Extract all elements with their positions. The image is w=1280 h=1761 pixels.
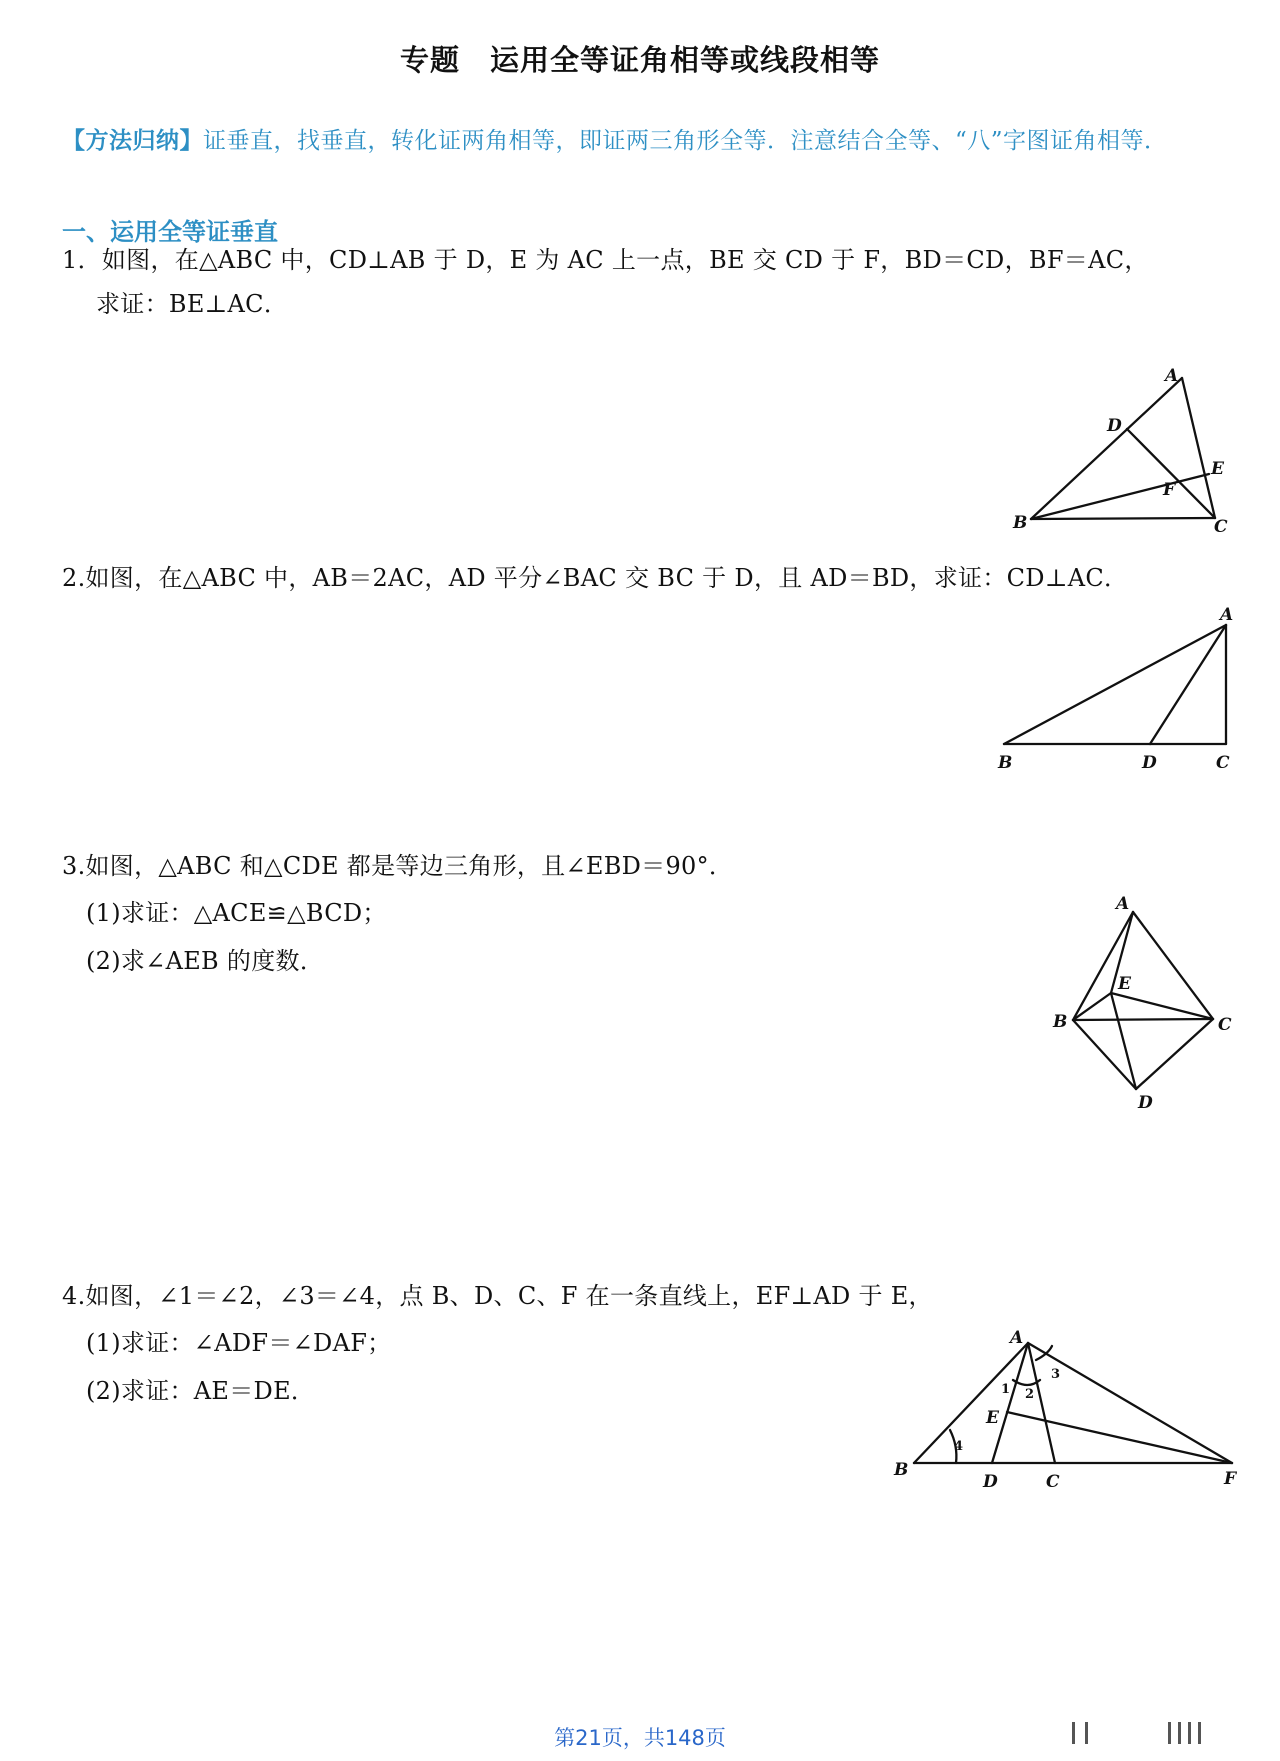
question-1-line1: 1．如图，在△ABC 中，CD⊥AB 于 D，E 为 AC 上一点，BE 交 CD 于 F，BD＝CD，BF＝AC， — [62, 246, 1149, 274]
label-c: C — [1046, 1472, 1060, 1492]
question-3-sub1: (1)求证：△ACE≌△BCD； — [86, 899, 387, 927]
label-b: B — [998, 753, 1013, 773]
label-angle-4: 4 — [954, 1439, 964, 1454]
label-d: D — [1138, 1093, 1153, 1113]
label-a: A — [1165, 366, 1179, 386]
question-4-line1: 4.如图，∠1＝∠2，∠3＝∠4，点 B、D、C、F 在一条直线上，EF⊥AD 于 E， — [62, 1282, 933, 1310]
scroll-mark — [1178, 1722, 1181, 1744]
segment-ac — [1028, 1343, 1055, 1463]
scroll-mark — [1085, 1722, 1088, 1744]
question-4-sub2: (2)求证：AE＝DE． — [86, 1377, 316, 1405]
label-d: D — [1107, 416, 1122, 436]
label-angle-1: 1 — [1001, 1382, 1011, 1397]
scroll-mark — [1188, 1722, 1191, 1744]
section-heading: 一、运用全等证垂直 — [62, 217, 278, 246]
label-b: B — [894, 1460, 909, 1480]
method-tag: 【方法归纳】 — [62, 127, 203, 154]
label-c: C — [1214, 517, 1228, 537]
label-e: E — [1211, 459, 1224, 479]
scroll-mark — [1198, 1722, 1201, 1744]
label-c: C — [1216, 753, 1230, 773]
segment-af — [1028, 1343, 1232, 1463]
question-2-line1: 2.如图，在△ABC 中，AB＝2AC，AD 平分∠BAC 交 BC 于 D，且 AD＝BD，求证：CD⊥AC． — [62, 564, 1129, 592]
question-4-sub1: (1)求证：∠ADF＝∠DAF； — [86, 1329, 392, 1357]
label-d: D — [1142, 753, 1157, 773]
label-angle-3: 3 — [1051, 1367, 1061, 1382]
segment-ef — [1007, 1412, 1232, 1463]
label-f: F — [1163, 480, 1176, 500]
question-1-line2: 求证：BE⊥AC． — [96, 290, 289, 318]
scroll-mark — [1168, 1722, 1171, 1744]
label-a: A — [1116, 894, 1130, 914]
label-f: F — [1224, 1469, 1237, 1489]
title-part1: 专题 — [399, 43, 460, 77]
page-number-footer: 第21页，共148页 — [554, 1726, 726, 1750]
label-e: E — [1118, 974, 1131, 994]
label-e: E — [986, 1408, 999, 1428]
label-c: C — [1218, 1015, 1232, 1035]
label-angle-2: 2 — [1025, 1387, 1035, 1402]
question-3-sub2: (2)求∠AEB 的度数． — [86, 947, 325, 975]
method-text: 证垂直，找垂直，转化证两角相等，即证两三角形全等．注意结合全等、“八”字图证角相等． — [203, 128, 1168, 154]
label-d: D — [983, 1472, 998, 1492]
label-a: A — [1220, 605, 1234, 625]
label-b: B — [1053, 1012, 1068, 1032]
label-b: B — [1013, 513, 1028, 533]
question-3-line1: 3.如图，△ABC 和△CDE 都是等边三角形，且∠EBD＝90°． — [62, 852, 734, 880]
title-part2: 运用全等证角相等或线段相等 — [490, 43, 881, 77]
scroll-mark — [1072, 1722, 1075, 1744]
label-a: A — [1010, 1328, 1024, 1348]
